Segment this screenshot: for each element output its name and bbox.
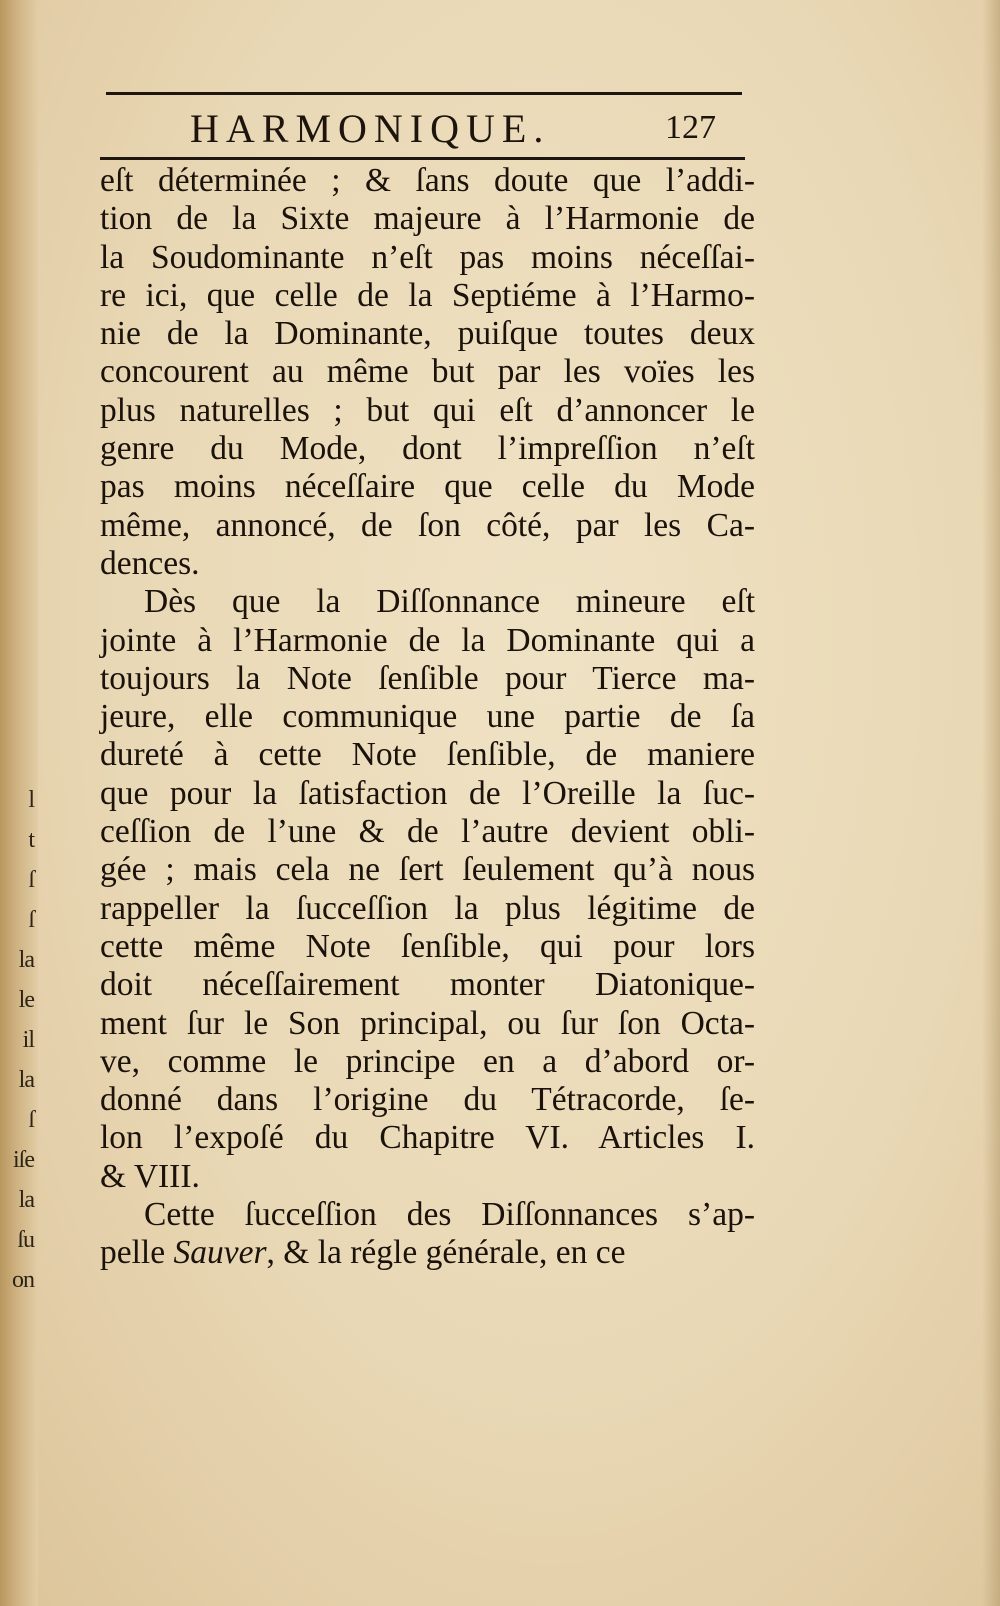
text-line: tion de la Sixte majeure à l’Harmonie de	[100, 200, 755, 238]
italic-word: Sauver	[173, 1234, 267, 1272]
text-line: & VIII.	[100, 1157, 200, 1195]
text-line: doit néceſſairement monter Diatonique-	[100, 966, 755, 1004]
text-line: jeure, elle communique une partie de ſa	[100, 698, 755, 736]
gutter-fragment: il	[22, 1027, 34, 1053]
text-line-final	[100, 1234, 755, 1272]
bleed-through-fragments	[0, 780, 34, 1300]
gutter-fragment: t	[28, 827, 34, 853]
text-line: eſt déterminée ; & ſans doute que l’addi-	[100, 162, 755, 199]
gutter-fragment: ſu	[17, 1227, 34, 1253]
text-line: dences.	[100, 544, 200, 582]
gutter-fragment: iſe	[13, 1147, 34, 1173]
text-line: même, annoncé, de ſon côté, par les Ca-	[100, 506, 755, 544]
text-line: que pour la ſatisfaction de l’Oreille la ſuc-	[100, 774, 755, 812]
text-line: nie de la Dominante, puiſque toutes deux	[100, 315, 755, 353]
text-line: lon l’expoſé du Chapitre VI. Articles I.	[100, 1119, 755, 1157]
text-line: rappeller la ſucceſſion la plus légitime de	[100, 889, 755, 927]
text-line: donné dans l’origine du Tétracorde, ſe-	[100, 1081, 755, 1119]
text-line: Dès que la Diſſonnance mineure eſt	[144, 583, 755, 621]
gutter-fragment: ſ	[28, 907, 34, 933]
text-line: ve, comme le principe en a d’abord or-	[100, 1042, 755, 1080]
text-line: la Soudominante n’eſt pas moins néceſſai-	[100, 238, 755, 276]
gutter-fragment: ſ	[28, 867, 34, 893]
gutter-fragment: l	[28, 787, 34, 813]
body-text	[100, 162, 755, 1273]
text-line: genre du Mode, dont l’impreſſion n’eſt	[100, 430, 755, 468]
gutter-fragment: le	[18, 987, 34, 1013]
text-line: concourent au même but par les voïes les	[100, 353, 755, 391]
running-title: HARMONIQUE.	[190, 106, 551, 151]
text-line: dureté à cette Note ſenſible, de maniere	[100, 736, 755, 774]
page-number: 127	[665, 109, 716, 146]
text-line: ceſſion de l’une & de l’autre devient obli-	[100, 813, 755, 851]
final-line-start: pelle	[100, 1234, 174, 1272]
text-line: jointe à l’Harmonie de la Dominante qui a	[100, 621, 755, 659]
text-line: ment ſur le Son principal, ou ſur ſon Octa-	[100, 1004, 755, 1042]
gutter-fragment: on	[12, 1267, 34, 1293]
text-line: gée ; mais cela ne ſert ſeulement qu’à nous	[100, 851, 755, 889]
text-line: Cette ſucceſſion des Diſſonnances s’ap-	[144, 1196, 755, 1234]
text-line: pas moins néceſſaire que celle du Mode	[100, 468, 755, 506]
gutter-fragment: la	[18, 1067, 34, 1093]
text-line: toujours la Note ſenſible pour Tierce ma-	[100, 659, 755, 697]
text-line: plus naturelles ; but qui eſt d’annoncer le	[100, 391, 755, 429]
text-line: cette même Note ſenſible, qui pour lors	[100, 927, 755, 965]
gutter-fragment: la	[18, 1187, 34, 1213]
page-edge-shadow	[982, 0, 1000, 1606]
header-rule-bottom	[100, 157, 745, 160]
text-line: re ici, que celle de la Septiéme à l’Harmo-	[100, 276, 755, 314]
gutter-fragment: la	[18, 947, 34, 973]
gutter-fragment: ſ	[28, 1107, 34, 1133]
binding-gutter	[0, 0, 38, 1606]
text-lines	[100, 162, 755, 1234]
final-line-end: , & la régle générale, en ce	[266, 1234, 626, 1272]
header-line	[100, 95, 750, 157]
page-header	[100, 92, 750, 160]
